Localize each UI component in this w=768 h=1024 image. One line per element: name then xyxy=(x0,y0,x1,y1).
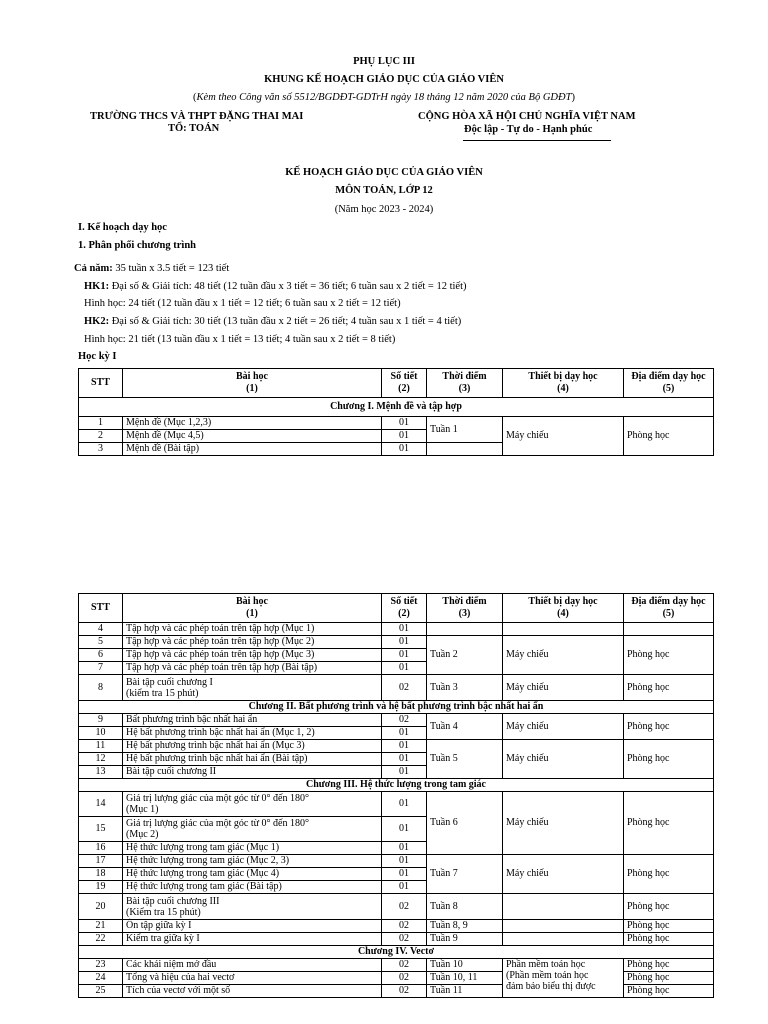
row-lesson: Các khái niệm mở đầu xyxy=(123,959,382,972)
whole-year-line xyxy=(74,263,229,274)
school-name: TRƯỜNG THCS VÀ THPT ĐẶNG THAI MAI xyxy=(90,111,304,122)
table-row xyxy=(79,417,714,430)
row-lesson xyxy=(123,817,382,842)
row-location: Phòng học xyxy=(624,959,714,972)
row-time: Tuần 3 xyxy=(427,675,503,701)
row-time: Tuần 8 xyxy=(427,894,503,920)
chapter-heading: Chương II. Bất phương trình và hệ bất phương trình bậc nhất hai ẩn xyxy=(79,701,714,714)
lesson-plan-table-2 xyxy=(78,593,714,998)
row-periods: 01 xyxy=(382,662,427,675)
whole-year-label: Cả năm: xyxy=(74,263,113,274)
motto: Độc lập - Tự do - Hạnh phúc xyxy=(464,124,593,135)
col-time-title: Thời điểm xyxy=(442,596,487,607)
row-lesson: Tích của vectơ với một số xyxy=(123,985,382,998)
row-periods: 01 xyxy=(382,792,427,817)
row-equipment: Máy chiếu xyxy=(503,675,624,701)
chapter-heading: Chương IV. Vectơ xyxy=(79,946,714,959)
col-location-header xyxy=(624,369,714,398)
row-lesson: Hệ thức lượng trong tam giác (Mục 4) xyxy=(123,868,382,881)
col-time-header xyxy=(427,369,503,398)
chapter-heading: Chương I. Mệnh đề và tập hợp xyxy=(79,398,714,417)
row-stt: 14 xyxy=(79,792,123,817)
software-line2: (Phần mềm toán học xyxy=(506,970,589,981)
row-stt: 23 xyxy=(79,959,123,972)
col-time-header xyxy=(427,594,503,623)
row-time: Tuần 10, 11 xyxy=(427,972,503,985)
row-periods: 01 xyxy=(382,417,427,430)
row-lesson: Tập hợp và các phép toán trên tập hợp (Bài tập) xyxy=(123,662,382,675)
col-stt-header: STT xyxy=(79,594,123,623)
row-location: Phòng học xyxy=(624,675,714,701)
row-equipment xyxy=(503,959,624,998)
row-lesson-line2: (kiểm tra 15 phút) xyxy=(126,687,199,699)
row-stt: 12 xyxy=(79,753,123,766)
row-time-empty xyxy=(427,443,503,456)
group-name: TỔ: TOÁN xyxy=(168,123,220,134)
row-lesson xyxy=(123,792,382,817)
row-stt: 3 xyxy=(79,443,123,456)
row-stt: 11 xyxy=(79,740,123,753)
hk1-geometry-line: Hình học: 24 tiết (12 tuần đầu x 1 tiết = 12 tiết; 6 tuần sau x 2 tiết = 12 tiết) xyxy=(84,298,401,309)
col-location-header xyxy=(624,594,714,623)
row-time: Tuần 6 xyxy=(427,792,503,855)
col-equipment-header xyxy=(503,369,624,398)
col-time-title: Thời điểm xyxy=(442,371,487,382)
row-time-empty xyxy=(427,623,503,636)
table-row xyxy=(79,855,714,868)
table-row xyxy=(79,636,714,649)
row-lesson: Bất phương trình bậc nhất hai ẩn xyxy=(123,714,382,727)
row-location-empty xyxy=(624,623,714,636)
row-periods: 02 xyxy=(382,894,427,920)
row-lesson: Tập hợp và các phép toán trên tập hợp (Mục 1) xyxy=(123,623,382,636)
row-equipment: Máy chiếu xyxy=(503,417,624,456)
row-lesson: Hệ thức lượng trong tam giác (Bài tập) xyxy=(123,881,382,894)
row-time: Tuần 10 xyxy=(427,959,503,972)
row-time: Tuần 1 xyxy=(427,417,503,443)
col-periods-num: (2) xyxy=(398,383,410,394)
reference-close: ) xyxy=(571,92,575,103)
col-location-title: Địa điểm dạy học xyxy=(631,371,706,382)
row-periods: 02 xyxy=(382,985,427,998)
col-lesson-header xyxy=(123,594,382,623)
row-lesson-line2: (Mục 1) xyxy=(126,804,159,815)
col-time-num: (3) xyxy=(458,608,471,619)
col-time-num: (3) xyxy=(458,383,471,394)
row-equipment: Máy chiếu xyxy=(503,740,624,779)
row-periods: 01 xyxy=(382,636,427,649)
semester-heading: Học kỳ I xyxy=(78,351,117,362)
row-time: Tuần 5 xyxy=(427,740,503,779)
row-periods: 01 xyxy=(382,766,427,779)
row-lesson: Tập hợp và các phép toán trên tập hợp (Mục 3) xyxy=(123,649,382,662)
col-periods-title: Số tiết xyxy=(390,371,418,382)
row-periods: 01 xyxy=(382,881,427,894)
row-periods: 01 xyxy=(382,430,427,443)
row-lesson-line1: Bài tập cuối chương I xyxy=(126,676,213,688)
row-periods: 01 xyxy=(382,868,427,881)
row-periods: 01 xyxy=(382,753,427,766)
row-equipment-empty xyxy=(503,933,624,946)
row-periods: 01 xyxy=(382,649,427,662)
row-lesson: Tổng và hiệu của hai vectơ xyxy=(123,972,382,985)
col-lesson-title: Bài học xyxy=(236,596,268,607)
row-lesson: Mệnh đề (Bài tập) xyxy=(123,443,382,456)
framework-title: KHUNG KẾ HOẠCH GIÁO DỤC CỦA GIÁO VIÊN xyxy=(264,74,504,85)
row-stt: 7 xyxy=(79,662,123,675)
row-stt: 1 xyxy=(79,417,123,430)
row-lesson-line2: (Mục 2) xyxy=(126,829,159,840)
row-stt: 13 xyxy=(79,766,123,779)
table-row xyxy=(79,792,714,817)
row-periods: 02 xyxy=(382,959,427,972)
hk1-text: Đại số & Giải tích: 48 tiết (12 tuần đầu x 3 tiết = 36 tiết; 6 tuần sau x 2 tiết = 12 tiết) xyxy=(109,281,467,292)
col-equipment-num: (4) xyxy=(557,608,569,619)
row-lesson-line1: Giá trị lượng giác của một góc từ 0° đến 180° xyxy=(126,818,309,829)
school-year: (Năm học 2023 - 2024) xyxy=(334,204,434,215)
row-equipment-empty xyxy=(503,894,624,920)
col-equipment-header xyxy=(503,594,624,623)
row-lesson: Hệ thức lượng trong tam giác (Mục 2, 3) xyxy=(123,855,382,868)
row-stt: 22 xyxy=(79,933,123,946)
row-lesson: Hệ bất phương trình bậc nhất hai ẩn (Bài tập) xyxy=(123,753,382,766)
row-lesson: Hệ bất phương trình bậc nhất hai ẩn (Mục 1, 2) xyxy=(123,727,382,740)
row-periods: 02 xyxy=(382,920,427,933)
reference-open: ( xyxy=(193,92,197,103)
row-lesson: Ôn tập giữa kỳ I xyxy=(123,920,382,933)
col-equipment-num: (4) xyxy=(557,383,569,394)
table-header-row xyxy=(79,594,714,623)
reference-note xyxy=(0,92,768,103)
whole-year-text: 35 tuần x 3.5 tiết = 123 tiết xyxy=(112,263,230,274)
table-row xyxy=(79,675,714,701)
table-row xyxy=(79,894,714,920)
table-row xyxy=(79,959,714,972)
row-location: Phòng học xyxy=(624,417,714,456)
row-equipment-empty xyxy=(503,920,624,933)
row-location: Phòng học xyxy=(624,636,714,675)
row-lesson xyxy=(123,675,382,701)
row-lesson: Bài tập cuối chương II xyxy=(123,766,382,779)
heading-program-distribution: 1. Phân phối chương trình xyxy=(78,240,197,251)
row-stt: 4 xyxy=(79,623,123,636)
row-periods: 01 xyxy=(382,740,427,753)
row-location: Phòng học xyxy=(624,740,714,779)
row-location: Phòng học xyxy=(624,985,714,998)
col-periods-header xyxy=(382,369,427,398)
row-location: Phòng học xyxy=(624,920,714,933)
row-lesson-line1: Giá trị lượng giác của một góc từ 0° đến 180° xyxy=(126,793,309,804)
heading-teaching-plan: I. Kế hoạch dạy học xyxy=(78,222,167,233)
row-lesson: Tập hợp và các phép toán trên tập hợp (Mục 2) xyxy=(123,636,382,649)
row-lesson: Mệnh đề (Mục 4,5) xyxy=(123,430,382,443)
row-stt: 18 xyxy=(79,868,123,881)
row-stt: 8 xyxy=(79,675,123,701)
row-location: Phòng học xyxy=(624,972,714,985)
lesson-plan-table-1 xyxy=(78,368,714,456)
row-periods: 01 xyxy=(382,842,427,855)
row-lesson: Hệ thức lượng trong tam giác (Mục 1) xyxy=(123,842,382,855)
row-stt: 2 xyxy=(79,430,123,443)
row-lesson: Kiểm tra giữa kỳ I xyxy=(123,933,382,946)
row-stt: 19 xyxy=(79,881,123,894)
row-periods: 01 xyxy=(382,727,427,740)
col-lesson-title: Bài học xyxy=(236,371,268,382)
row-lesson-line1: Bài tập cuối chương III xyxy=(126,895,220,907)
row-stt: 21 xyxy=(79,920,123,933)
row-stt: 6 xyxy=(79,649,123,662)
row-periods: 02 xyxy=(382,675,427,701)
row-equipment: Máy chiếu xyxy=(503,714,624,740)
table-row xyxy=(79,920,714,933)
hk1-line xyxy=(84,281,467,292)
col-periods-num: (2) xyxy=(398,608,410,619)
col-location-num: (5) xyxy=(662,608,675,619)
row-location: Phòng học xyxy=(624,792,714,855)
motto-underline xyxy=(463,140,611,141)
row-time: Tuần 9 xyxy=(427,933,503,946)
table-header-row xyxy=(79,369,714,398)
col-stt-header: STT xyxy=(79,369,123,398)
row-stt: 20 xyxy=(79,894,123,920)
row-lesson-line2: (Kiểm tra 15 phút) xyxy=(126,906,201,918)
row-stt: 10 xyxy=(79,727,123,740)
table-row xyxy=(79,933,714,946)
row-equipment: Máy chiếu xyxy=(503,792,624,855)
row-lesson: Hệ bất phương trình bậc nhất hai ẩn (Mục 3) xyxy=(123,740,382,753)
col-equipment-title: Thiết bị dạy học xyxy=(528,371,598,382)
row-equipment-empty xyxy=(503,623,624,636)
appendix-title: PHỤ LỤC III xyxy=(353,56,415,67)
row-equipment: Máy chiếu xyxy=(503,636,624,675)
subject-title: MÔN TOÁN, LỚP 12 xyxy=(335,185,433,196)
col-lesson-num: (1) xyxy=(246,383,258,394)
row-stt: 25 xyxy=(79,985,123,998)
reference-text: Kèm theo Công văn số 5512/BGDĐT-GDTrH ngày 18 tháng 12 năm 2020 của Bộ GDĐT xyxy=(196,92,572,103)
row-periods: 01 xyxy=(382,817,427,842)
table-row xyxy=(79,740,714,753)
row-location: Phòng học xyxy=(624,714,714,740)
row-periods: 01 xyxy=(382,855,427,868)
row-periods: 01 xyxy=(382,443,427,456)
col-periods-header xyxy=(382,594,427,623)
row-location: Phòng học xyxy=(624,894,714,920)
hk2-line xyxy=(84,316,461,327)
row-equipment: Máy chiếu xyxy=(503,855,624,894)
row-stt: 15 xyxy=(79,817,123,842)
software-line1: Phần mềm toán học xyxy=(506,959,586,970)
col-periods-title: Số tiết xyxy=(390,596,418,607)
row-periods: 02 xyxy=(382,972,427,985)
row-periods: 01 xyxy=(382,623,427,636)
col-location-num: (5) xyxy=(662,383,675,394)
row-stt: 17 xyxy=(79,855,123,868)
row-stt: 5 xyxy=(79,636,123,649)
row-stt: 9 xyxy=(79,714,123,727)
row-stt: 16 xyxy=(79,842,123,855)
software-line3: đảm bảo biểu thị được xyxy=(506,981,596,992)
row-periods: 02 xyxy=(382,714,427,727)
table-row xyxy=(79,623,714,636)
col-location-title: Địa điểm dạy học xyxy=(631,596,706,607)
row-time: Tuần 11 xyxy=(427,985,503,998)
col-lesson-header xyxy=(123,369,382,398)
row-time: Tuần 2 xyxy=(427,636,503,675)
row-location: Phòng học xyxy=(624,933,714,946)
row-lesson xyxy=(123,894,382,920)
hk2-text: Đại số & Giải tích: 30 tiết (13 tuần đầu x 2 tiết = 26 tiết; 4 tuần sau x 1 tiết = 4 tiết) xyxy=(109,316,462,327)
chapter-heading: Chương III. Hệ thức lượng trong tam giác xyxy=(79,779,714,792)
row-lesson: Mệnh đề (Mục 1,2,3) xyxy=(123,417,382,430)
plan-title: KẾ HOẠCH GIÁO DỤC CỦA GIÁO VIÊN xyxy=(285,167,483,178)
hk2-geometry-line: Hình học: 21 tiết (13 tuần đầu x 1 tiết = 13 tiết; 4 tuần sau x 2 tiết = 8 tiết) xyxy=(84,334,396,345)
row-stt: 24 xyxy=(79,972,123,985)
row-periods: 02 xyxy=(382,933,427,946)
row-location: Phòng học xyxy=(624,855,714,894)
table-row xyxy=(79,714,714,727)
col-lesson-num: (1) xyxy=(246,608,258,619)
col-equipment-title: Thiết bị dạy học xyxy=(528,596,598,607)
row-time: Tuần 4 xyxy=(427,714,503,740)
hk1-label: HK1: xyxy=(84,281,110,292)
row-time: Tuần 8, 9 xyxy=(427,920,503,933)
country-name: CỘNG HÒA XÃ HỘI CHỦ NGHĨA VIỆT NAM xyxy=(418,111,636,122)
row-time: Tuần 7 xyxy=(427,855,503,894)
hk2-label: HK2: xyxy=(84,316,110,327)
